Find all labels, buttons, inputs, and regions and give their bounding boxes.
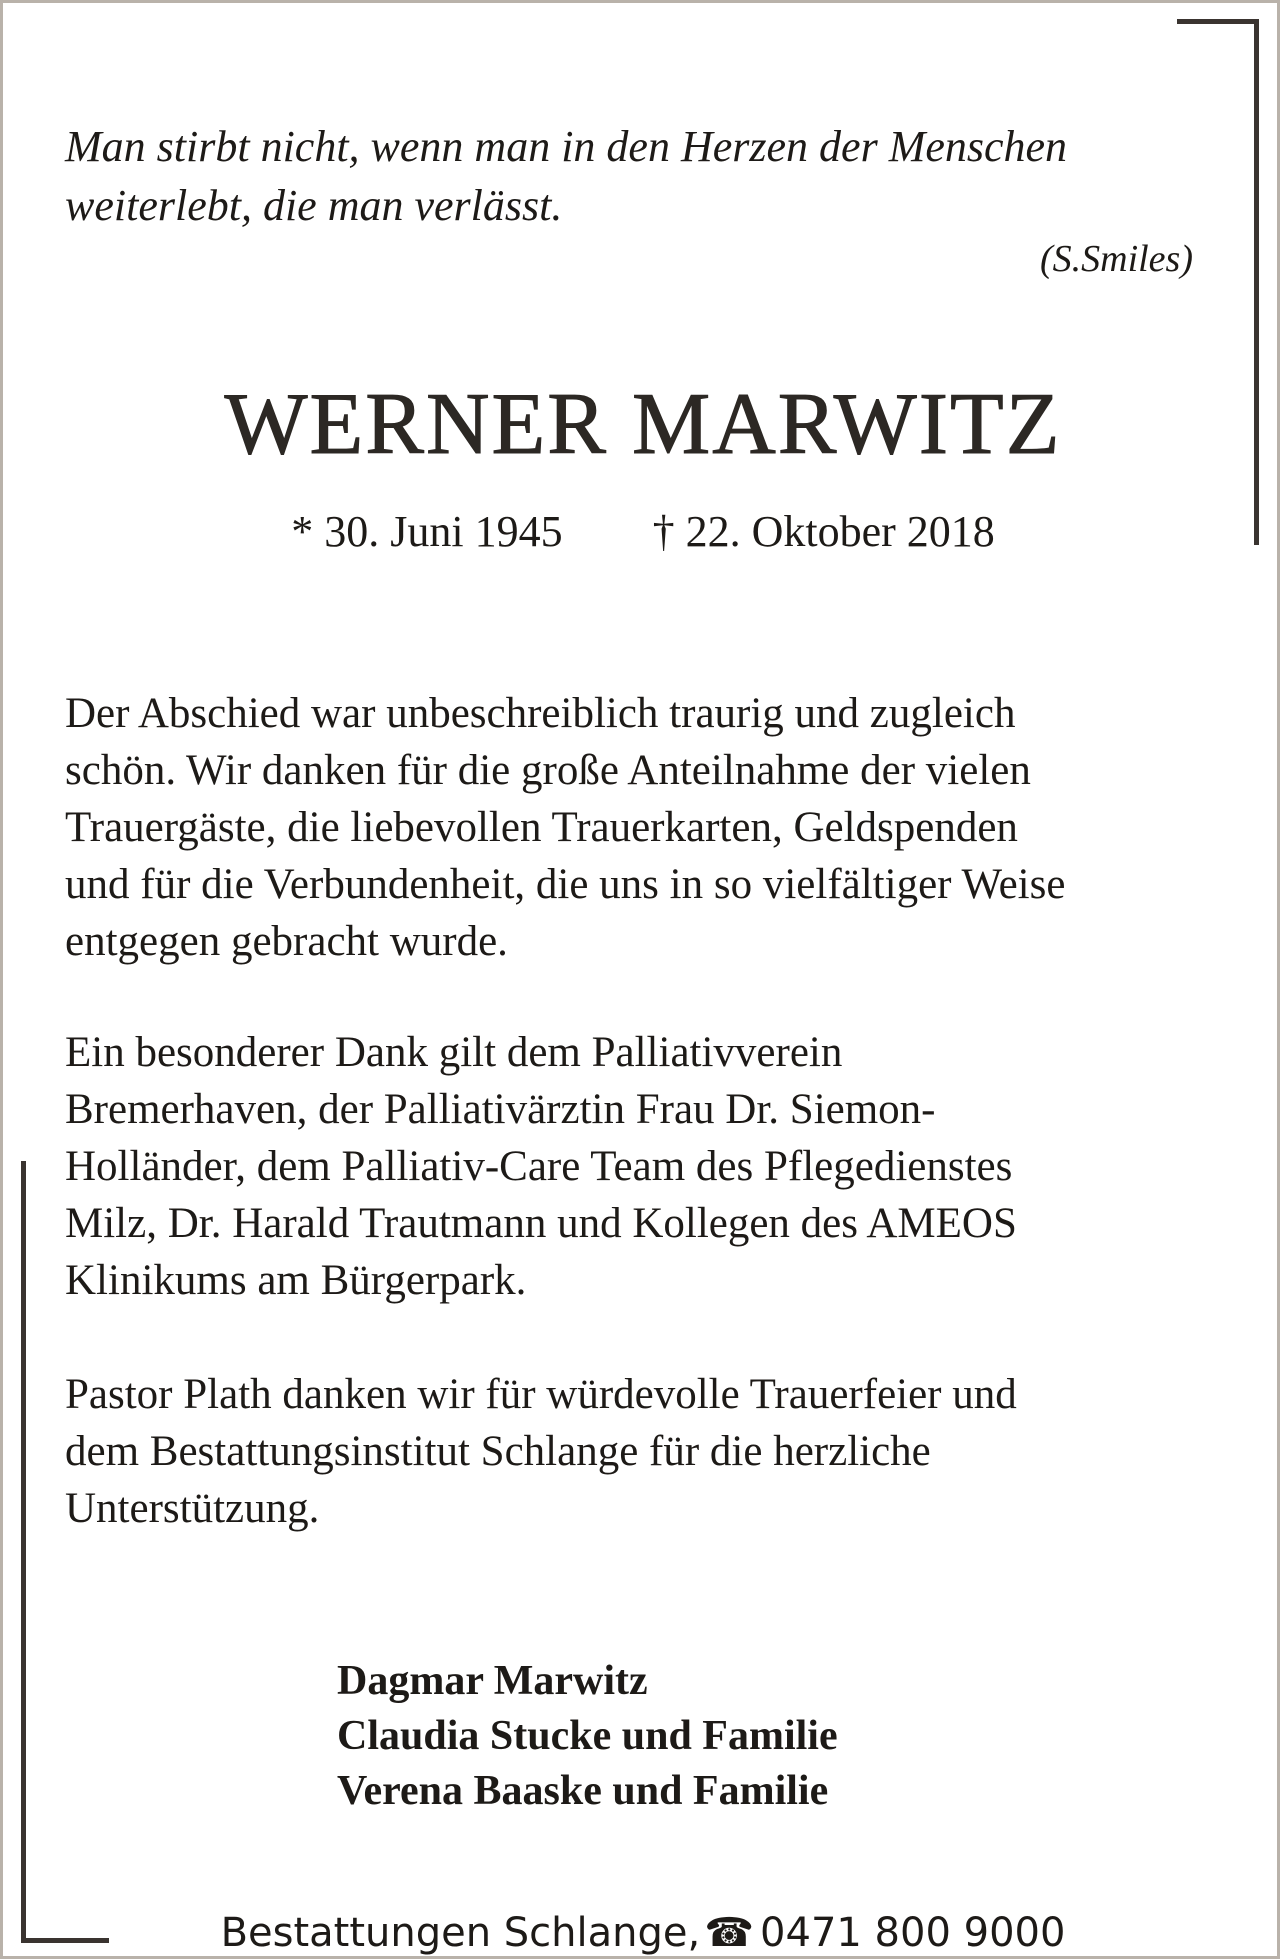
birth-date: * 30. Juni 1945 [291, 507, 563, 556]
paragraph-line: und für die Verbundenheit, die uns in so vielfältiger Weise [65, 861, 1066, 908]
signers-list [337, 1654, 838, 1819]
deceased-name: WERNER MARWITZ [224, 376, 1062, 473]
thanks-paragraph-1 [65, 685, 1245, 970]
paragraph-line: dem Bestattungsinstitut Schlange für die herzliche [65, 1428, 931, 1475]
paragraph-line: Ein besonderer Dank gilt dem Palliativverein [65, 1029, 843, 1076]
phone-icon: ☎ [704, 1910, 755, 1956]
quote-author: (S.Smiles) [1039, 238, 1193, 280]
paragraph-line: Der Abschied war unbeschreiblich traurig und zugleich [65, 690, 1016, 737]
paragraph-line: Klinikums am Bürgerpark. [65, 1257, 527, 1304]
paragraph-line: Milz, Dr. Harald Trautmann und Kollegen des AMEOS [65, 1200, 1017, 1247]
death-date: † 22. Oktober 2018 [652, 507, 995, 556]
thanks-paragraph-2 [65, 1024, 1245, 1309]
funeral-home-phone: 0471 800 9000 [760, 1910, 1066, 1956]
funeral-home-footer [3, 1907, 1280, 1959]
paragraph-line: Holländer, dem Palliativ-Care Team des Pflegedienstes [65, 1143, 1013, 1190]
life-dates [3, 505, 1280, 559]
epigraph-quote [65, 117, 1215, 235]
paragraph-line: Unterstützung. [65, 1485, 320, 1532]
thanks-paragraph-3 [65, 1366, 1245, 1537]
paragraph-line: schön. Wir danken für die große Anteilnahme der vielen [65, 747, 1031, 794]
paragraph-line: Bremerhaven, der Palliativärztin Frau Dr. Siemon- [65, 1086, 936, 1133]
signer-name: Dagmar Marwitz [337, 1658, 648, 1704]
paragraph-line: Pastor Plath danken wir für würdevolle Trauerfeier und [65, 1371, 1017, 1418]
signer-name: Claudia Stucke und Familie [337, 1713, 838, 1759]
paragraph-line: Trauergäste, die liebevollen Trauerkarten, Geldspenden [65, 804, 1018, 851]
funeral-home-name: Bestattungen Schlange, [220, 1910, 701, 1956]
paragraph-line: entgegen gebracht wurde. [65, 918, 508, 965]
signer-name: Verena Baaske und Familie [337, 1768, 829, 1814]
quote-line: Man stirbt nicht, wenn man in den Herzen der Menschen [65, 122, 1068, 171]
quote-line: weiterlebt, die man verlässt. [65, 181, 563, 230]
